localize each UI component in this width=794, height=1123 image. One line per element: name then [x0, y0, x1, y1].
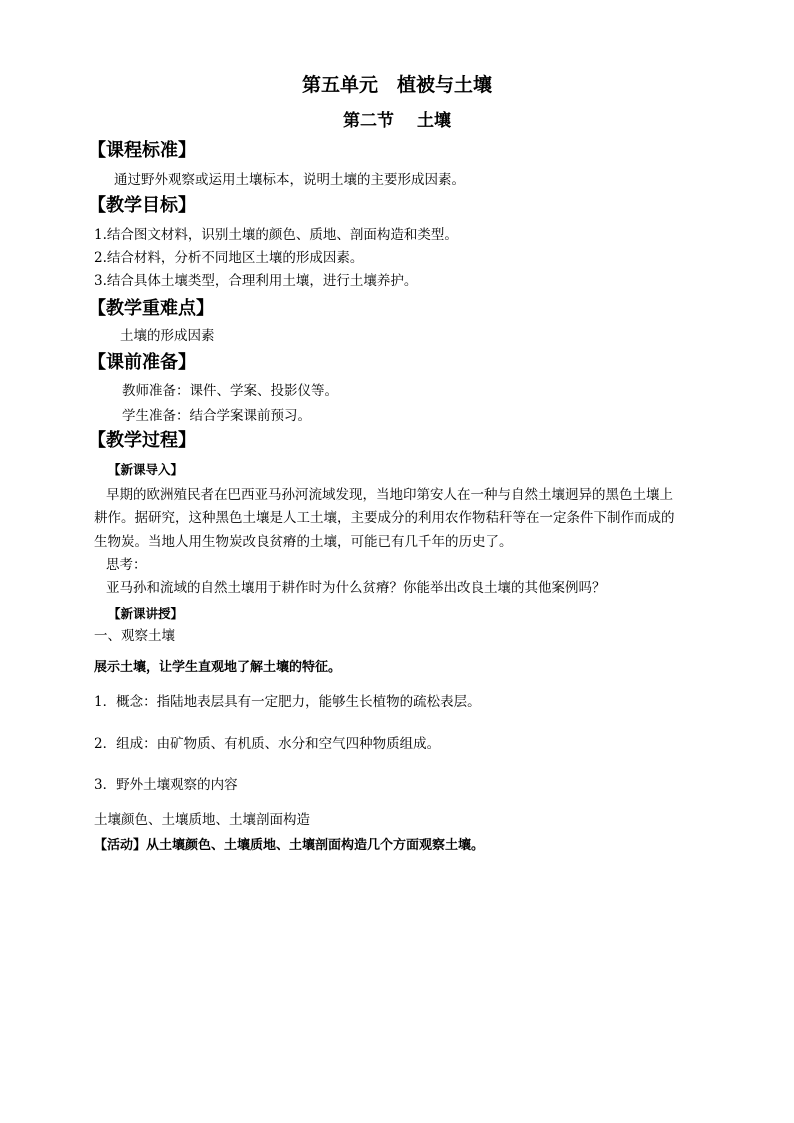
part1-title: 一、观察土壤	[94, 628, 175, 644]
think-question: 亚马孙和流域的自然土壤用于耕作时为什么贫瘠？你能举出改良土壤的其他案例吗？	[106, 580, 606, 596]
heading-process: 【教学过程】	[88, 430, 196, 451]
intro-line-2: 耕作。据研究，这种黑色土壤是人工土壤，主要成分的利用农作物秸秆等在一定条件下制作而成的	[94, 510, 675, 526]
think-label: 思考：	[106, 557, 147, 573]
heading-curriculum: 【课程标准】	[88, 140, 196, 161]
concept-line: 1．概念：指陆地表层具有一定肥力，能够生长植物的疏松表层。	[94, 694, 481, 710]
field-observation-line: 3．野外土壤观察的内容	[94, 777, 238, 793]
heading-preparation: 【课前准备】	[88, 352, 196, 373]
page-title: 第五单元 植被与土壤	[301, 74, 492, 96]
show-soil-line: 展示土壤，让学生直观地了解土壤的特征。	[94, 660, 342, 675]
lecture-label: 【新课讲授】	[108, 606, 184, 621]
page-subtitle: 第二节 土壤	[343, 111, 451, 131]
objective-item-2: 2.结合材料，分析不同地区土壤的形成因素。	[94, 250, 364, 266]
key-points-text: 土壤的形成因素	[120, 328, 215, 344]
intro-line-3: 生物炭。当地人用生物炭改良贫瘠的土壤，可能已有几千年的历史了。	[94, 534, 513, 550]
objective-item-1: 1.结合图文材料，识别土壤的颜色、质地、剖面构造和类型。	[94, 227, 458, 243]
curriculum-text: 通过野外观察或运用土壤标本，说明土壤的主要形成因素。	[114, 172, 465, 188]
objective-item-3: 3.结合具体土壤类型，合理利用土壤，进行土壤养护。	[94, 273, 418, 289]
intro-line-1: 早期的欧洲殖民者在巴西亚马孙河流域发现，当地印第安人在一种与自然土壤迥异的黑色土壤上	[106, 487, 673, 503]
student-preparation: 学生准备：结合学案课前预习。	[122, 408, 311, 424]
observation-items: 土壤颜色、土壤质地、土壤剖面构造	[94, 812, 310, 828]
heading-objectives: 【教学目标】	[88, 195, 196, 216]
teacher-preparation: 教师准备：课件、学案、投影仪等。	[122, 383, 338, 399]
composition-line: 2．组成：由矿物质、有机质、水分和空气四种物质组成。	[94, 736, 441, 752]
activity-line: 【活动】从土壤颜色、土壤质地、土壤剖面构造几个方面观察土壤。	[94, 838, 485, 853]
intro-label: 【新课导入】	[108, 462, 184, 477]
heading-key-points: 【教学重难点】	[88, 298, 214, 319]
